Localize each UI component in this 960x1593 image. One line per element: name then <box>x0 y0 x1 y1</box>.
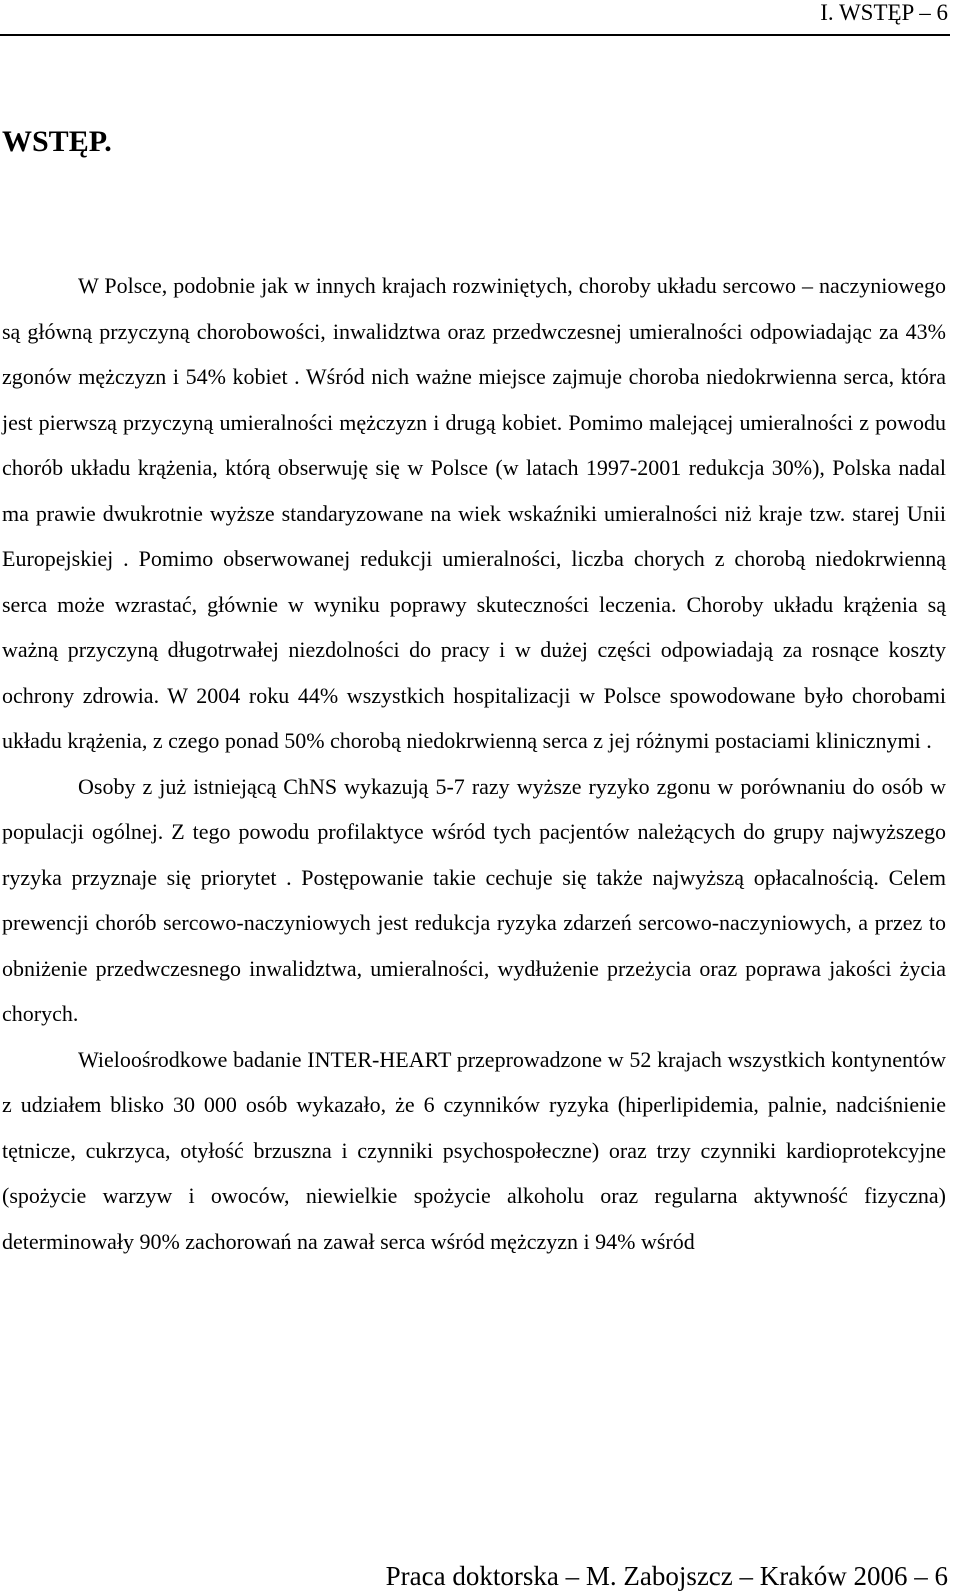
paragraph-3: Wieloośrodkowe badanie INTER-HEART przeprowadzone w 52 krajach wszystkich kontynentów z udziałem blisko 30 000 osób wykazało, że 6 czynników ryzyka (hiperlipidemia, palnie, nadciśnienie tętnicze, cukrzyca, otyłość brzuszna i czynniki psychospołeczne) oraz trzy czynniki kardioprotekcyjne (spożycie warzyw i owoców, niewielkie spożycie alkoholu oraz regularna aktywność fizyczna) determinowały 90% zachorowań na zawał serca wśród mężczyzn i 94% wśród <box>2 1046 946 1254</box>
section-title: WSTĘP. <box>2 125 112 158</box>
running-header: I. WSTĘP – 6 <box>820 0 948 25</box>
running-footer: Praca doktorska – M. Zabojszcz – Kraków 2006 – 6 <box>385 1561 948 1591</box>
body-text <box>2 263 946 1264</box>
paragraph-1: W Polsce, podobnie jak w innych krajach rozwiniętych, choroby układu sercowo – naczyniowego są główną przyczyną chorobowości, inwalidztwa oraz przedwczesnej umieralności odpowiadając za 43% zgonów mężczyzn i 54% kobiet . Wśród nich ważne miejsce zajmuje choroba niedokrwienna serca, która jest pierwszą przyczyną umieralności mężczyzn i drugą kobiet. Pomimo malejącej umieralności z powodu chorób układu krążenia, którą obserwuję się w Polsce (w latach 1997-2001 redukcja 30%), Polska nadal ma prawie dwukrotnie wyższe standaryzowane na wiek wskaźniki umieralności niż kraje tzw. starej Unii Europejskiej . Pomimo obserwowanej redukcji umieralności, liczba chorych z chorobą niedokrwienną serca może wzrastać, głównie w wyniku poprawy skuteczności leczenia. Choroby układu krążenia są ważną przyczyną długotrwałej niezdolności do pracy i w dużej części odpowiadają za rosnące koszty ochrony zdrowia. W 2004 roku 44% wszystkich hospitalizacji w Polsce spowodowane było chorobami układu krążenia, z czego ponad 50% chorobą niedokrwienną serca z jej różnymi postaciami klinicznymi . <box>2 273 946 753</box>
header-divider <box>0 34 950 36</box>
paragraph-2: Osoby z już istniejącą ChNS wykazują 5-7 razy wyższe ryzyko zgonu w porównaniu do osób w populacji ogólnej. Z tego powodu profilaktyce wśród tych pacjentów należących do grupy najwyższego ryzyka przyznaje się priorytet . Postępowanie takie cechuje się także najwyższą opłacalnością. Celem prewencji chorób sercowo-naczyniowych jest redukcja ryzyka zdarzeń sercowo-naczyniowych, a przez to obniżenie przedwczesnego inwalidztwa, umieralności, wydłużenie przeżycia oraz poprawa jakości życia chorych. <box>2 773 946 1026</box>
